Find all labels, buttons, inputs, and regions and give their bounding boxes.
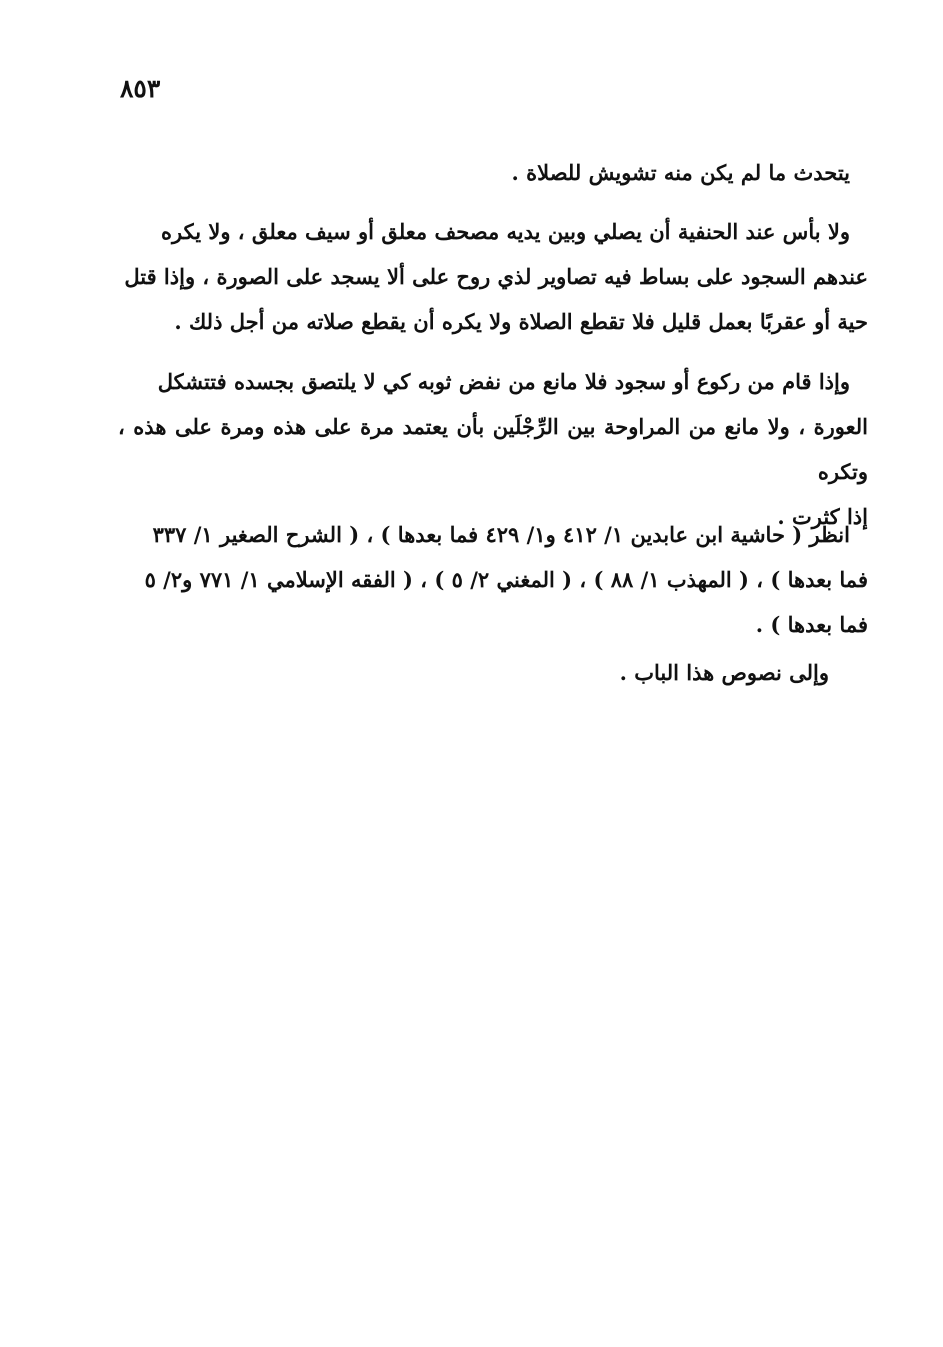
text-line: وإذا قام من ركوع أو سجود فلا مانع من نفض ثوبه كي لا يلتصق بجسده فتتشكل: [157, 369, 850, 394]
closing-line: [620, 650, 829, 695]
text-line: العورة ، ولا مانع من المراوحة بين الرِّجْلَين بأن يعتمد مرة على هذه ومرة على هذه ، وتكره: [118, 414, 868, 484]
paragraph-1: [118, 150, 868, 195]
text-line: حية أو عقربًا بعمل قليل فلا تقطع الصلاة ولا يكره أن يقطع صلاته من أجل ذلك .: [174, 309, 868, 334]
text-line: يتحدث ما لم يكن منه تشويش للصلاة .: [511, 160, 850, 185]
text-line: انظر ( حاشية ابن عابدين ١/ ٤١٢ و١/ ٤٢٩ فما بعدها ) ، ( الشرح الصغير ١/ ٣٣٧: [152, 522, 850, 547]
text-line: ولا بأس عند الحنفية أن يصلي وبين يديه مصحف معلق أو سيف معلق ، ولا يكره: [161, 219, 850, 244]
references-paragraph: [118, 512, 868, 647]
paragraph-2: [118, 209, 868, 344]
text-line: وإلى نصوص هذا الباب .: [619, 660, 829, 685]
page-number: ٨٥٣: [120, 74, 161, 103]
text-line: إذا كثرت .: [777, 504, 868, 529]
text-line: فما بعدها ) ، ( المهذب ١/ ٨٨ ) ، ( المغني ٢/ ٥ ) ، ( الفقه الإسلامي ١/ ٧٧١ و٢/ ٥: [144, 567, 868, 592]
text-line: عندهم السجود على بساط فيه تصاوير لذي روح على ألا يسجد على الصورة ، وإذا قتل: [124, 264, 868, 289]
text-line: فما بعدها ) .: [755, 612, 868, 637]
